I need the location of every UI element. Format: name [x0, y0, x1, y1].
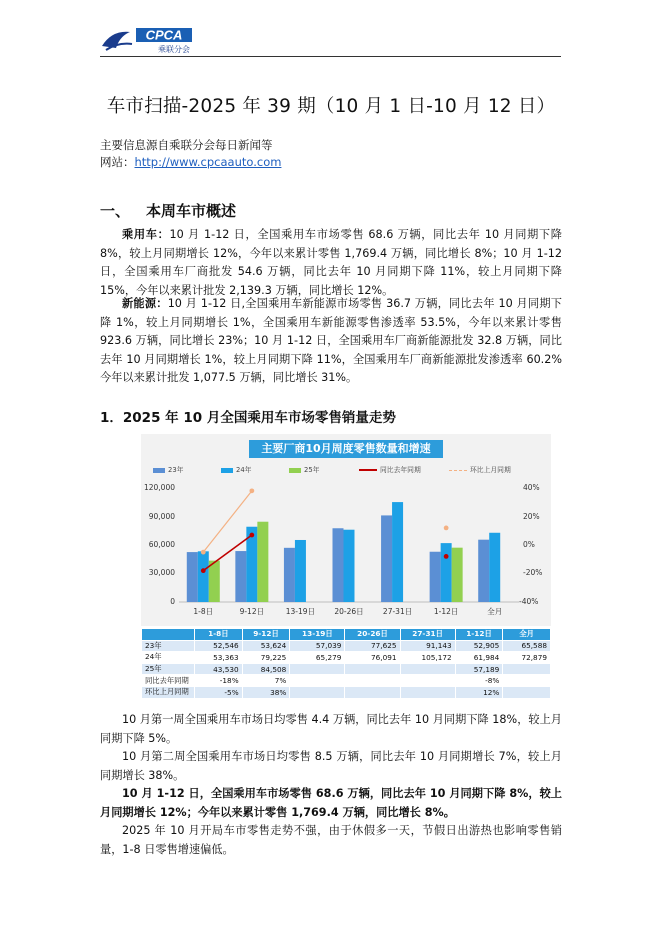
- point-同比去年同期-1-12日: [444, 554, 449, 559]
- table-cell: 53,363: [195, 652, 243, 664]
- table-cell: 38%: [242, 686, 290, 698]
- table-cell: 57,189: [455, 663, 503, 675]
- website-label: 网站：: [100, 155, 135, 169]
- table-cell: [400, 675, 455, 687]
- table-cell: [290, 686, 345, 698]
- y-left-tick: 0: [170, 597, 175, 606]
- header-rule: [100, 56, 561, 57]
- x-tick-label: 9-12日: [239, 607, 265, 616]
- paragraph-last: 2025 年 10 月开局车市零售走势不强，由于休假多一天，节假日出游热也影响零售销量，1-8 日零售增速偏低。: [100, 824, 562, 856]
- table-cell: 24年: [142, 652, 195, 664]
- table-header-cell: 20-26日: [345, 629, 400, 641]
- paragraph-nev: [100, 295, 562, 388]
- bar-25年-1-8日: [209, 561, 220, 602]
- bar-24年-1-12日: [441, 543, 452, 602]
- table-cell: 12%: [455, 686, 503, 698]
- x-tick-label: 1-12日: [433, 607, 459, 616]
- table-cell: -18%: [195, 675, 243, 687]
- y-right-tick: -20%: [523, 568, 543, 577]
- point-环比上月同期-9-12日: [249, 488, 254, 493]
- legend-label-25: 25年: [304, 466, 320, 474]
- section-heading-overview: [100, 200, 236, 221]
- table-cell: 52,546: [195, 640, 243, 652]
- table-cell: -8%: [455, 675, 503, 687]
- x-tick-label: 全月: [487, 607, 503, 616]
- table-header-cell: 13-19日: [290, 629, 345, 641]
- passenger-text: 10 月 1-12 日，全国乘用车市场零售 68.6 万辆，同比去年 10 月同期下降 8%，较上月同期增长 12%，今年以来累计零售 1,769.4 万辆，同比增长 8%；10 月 1-12 日，全国乘用车厂商批发 54.6 万辆，同比去年 10 月同期下降 11%，较上月同期下降 15%，今年以来累计批发 2,139.3 万辆，同比增长 12%。: [100, 228, 562, 297]
- table-row: [142, 686, 551, 698]
- bar-24年-27-31日: [392, 502, 403, 602]
- chart-title: 主要厂商10月周度零售数量和增速: [249, 440, 443, 458]
- bar-23年-全月: [478, 540, 489, 602]
- y-left-tick: 60,000: [148, 540, 175, 549]
- y-right-tick: 20%: [523, 512, 540, 521]
- bar-24年-1-8日: [198, 551, 209, 602]
- y-right-tick: 0%: [523, 540, 535, 549]
- table-cell: 43,530: [195, 663, 243, 675]
- table-cell: [503, 686, 551, 698]
- table-row: [142, 652, 551, 664]
- legend-label-yoy: 同比去年同期: [380, 466, 421, 474]
- table-cell: [345, 663, 400, 675]
- nev-label: 新能源：: [122, 297, 168, 310]
- y-left-tick: 90,000: [148, 512, 175, 521]
- bar-23年-13-19日: [284, 548, 295, 602]
- website-link[interactable]: http://www.cpcaauto.com: [134, 155, 282, 169]
- paragraph-summary-bold: 10 月 1-12 日，全国乘用车市场零售 68.6 万辆，同比去年 10 月同期下降 8%，较上月同期增长 12%；今年以来累计零售 1,769.4 万辆，同比增长 8%。: [100, 787, 562, 819]
- table-cell: 77,625: [345, 640, 400, 652]
- table-cell: [503, 675, 551, 687]
- x-tick-label: 27-31日: [382, 607, 413, 616]
- table-cell: 65,279: [290, 652, 345, 664]
- y-right-tick: 40%: [523, 483, 540, 492]
- bar-23年-1-8日: [187, 552, 198, 602]
- table-cell: [400, 686, 455, 698]
- table-cell: [345, 675, 400, 687]
- legend-label-24: 24年: [236, 466, 252, 474]
- table-cell: [290, 663, 345, 675]
- point-同比去年同期-9-12日: [249, 533, 254, 538]
- point-环比上月同期-1-8日: [201, 550, 206, 555]
- table-cell: 同比去年同期: [142, 675, 195, 687]
- legend-label-mom: 环比上月同期: [470, 466, 511, 474]
- bar-23年-9-12日: [235, 551, 246, 602]
- table-cell: [400, 663, 455, 675]
- table-header-cell: 1-12日: [455, 629, 503, 641]
- table-cell: 76,091: [345, 652, 400, 664]
- table-cell: -5%: [195, 686, 243, 698]
- table-cell: 53,624: [242, 640, 290, 652]
- bar-23年-27-31日: [381, 515, 392, 602]
- table-header-row: [142, 629, 551, 641]
- table-cell: 91,143: [400, 640, 455, 652]
- y-left-tick: 120,000: [143, 483, 175, 492]
- bar-24年-全月: [489, 533, 500, 602]
- section-number: 一、: [100, 202, 131, 220]
- bar-25年-1-12日: [452, 548, 463, 602]
- table-header-cell: 27-31日: [400, 629, 455, 641]
- chart-container: [141, 434, 551, 626]
- table-header-cell: 9-12日: [242, 629, 290, 641]
- bar-23年-20-26日: [333, 528, 344, 602]
- paragraph-week2: 10 月第二周全国乘用车市场日均零售 8.5 万辆，同比去年 10 月同期增长 7%，较上月同期增长 38%。: [100, 750, 562, 782]
- table-cell: 25年: [142, 663, 195, 675]
- table-header-cell: [142, 629, 195, 641]
- bar-25年-9-12日: [257, 522, 268, 602]
- table-cell: 7%: [242, 675, 290, 687]
- y-left-tick: 30,000: [148, 568, 175, 577]
- y-right-tick: -40%: [519, 597, 539, 606]
- bar-24年-20-26日: [344, 530, 355, 602]
- paragraph-week1: 10 月第一周全国乘用车市场日均零售 4.4 万辆，同比去年 10 月同期下降 18%，较上月同期下降 5%。: [100, 713, 562, 745]
- document-title: 车市扫描-2025 年 39 期（10 月 1 日-10 月 12 日）: [106, 96, 556, 117]
- table-cell: 72,879: [503, 652, 551, 664]
- table-row: [142, 640, 551, 652]
- section-title: 本周车市概述: [146, 202, 237, 220]
- point-环比上月同期-1-12日: [444, 526, 449, 531]
- bar-23年-1-12日: [430, 552, 441, 602]
- table-cell: 105,172: [400, 652, 455, 664]
- line-segment-环比上月同期: [203, 491, 252, 552]
- website-line: [100, 154, 281, 171]
- table-cell: 57,039: [290, 640, 345, 652]
- table-row: [142, 663, 551, 675]
- table-row: [142, 675, 551, 687]
- table-header-cell: 1-8日: [195, 629, 243, 641]
- cpca-logo: [100, 22, 200, 56]
- table-cell: 65,588: [503, 640, 551, 652]
- table-cell: [503, 663, 551, 675]
- table-header-cell: 全月: [503, 629, 551, 641]
- data-table: [141, 628, 551, 699]
- table-cell: 52,905: [455, 640, 503, 652]
- point-同比去年同期-1-8日: [201, 568, 206, 573]
- passenger-label: 乘用车：: [122, 228, 170, 241]
- logo-subtext: 乘联分会: [158, 45, 190, 54]
- chart-plot: [141, 434, 551, 626]
- x-tick-label: 13-19日: [285, 607, 316, 616]
- bar-24年-13-19日: [295, 540, 306, 602]
- paragraph-passenger: [100, 226, 562, 300]
- table-cell: 84,508: [242, 663, 290, 675]
- logo-text: CPCA: [145, 27, 183, 43]
- legend-label-23: 23年: [168, 466, 184, 474]
- table-cell: 环比上月同期: [142, 686, 195, 698]
- table-cell: 23年: [142, 640, 195, 652]
- nev-text: 10 月 1-12 日,全国乘用车新能源市场零售 36.7 万辆，同比去年 10 月同期下降 1%，较上月同期增长 1%，全国乘用车新能源零售渗透率 53.5%，今年以来累计零售 923.6 万辆，同比增长 23%；10 月 1-12 日，全国乘用车厂商新能源批发 32.8 万辆，同比去年 10 月同期增长 1%，较上月同期下降 11%，全国乘用车厂商新能源批发渗透率 60.2%今年以来累计批发 1,077.5 万辆，同比增长 31%。: [100, 297, 562, 385]
- x-tick-label: 1-8日: [193, 607, 214, 616]
- x-tick-label: 20-26日: [334, 607, 364, 616]
- table-cell: 79,225: [242, 652, 290, 664]
- source-line: 主要信息源自乘联分会每日新闻等: [100, 138, 273, 152]
- section-heading-chart: 1．2025 年 10 月全国乘用车市场零售销量走势: [100, 410, 396, 426]
- table-cell: 61,984: [455, 652, 503, 664]
- table-cell: [345, 686, 400, 698]
- table-cell: [290, 675, 345, 687]
